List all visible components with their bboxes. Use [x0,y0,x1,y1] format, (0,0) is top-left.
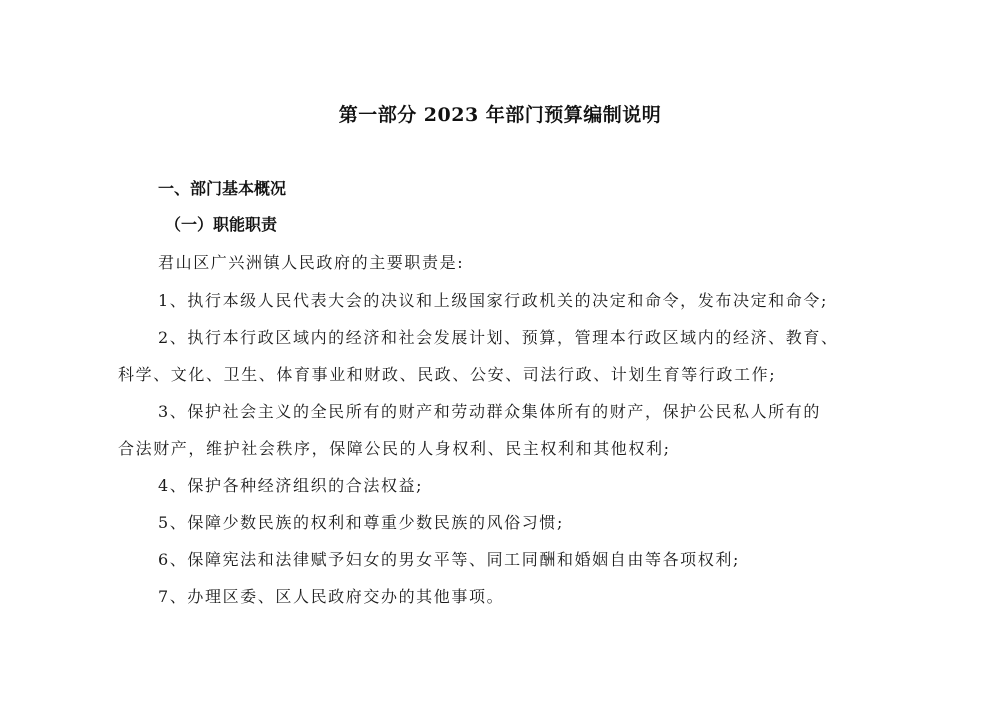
section-heading: 一、部门基本概况 [158,179,287,198]
duty-item-7: 7、办理区委、区人民政府交办的其他事项。 [158,587,505,606]
subsection-heading: （一）职能职责 [165,215,278,234]
duty-item-3: 3、保护社会主义的全民所有的财产和劳动群众集体所有的财产，保护公民私人所有的 [158,402,821,421]
intro-paragraph: 君山区广兴洲镇人民政府的主要职责是: [158,253,465,272]
duty-item-3-continued: 合法财产，维护社会秩序，保障公民的人身权利、民主权利和其他权利; [118,439,671,458]
page-title: 第一部分 2023 年部门预算编制说明 [338,104,662,126]
duty-item-5: 5、保障少数民族的权利和尊重少数民族的风俗习惯; [158,513,564,532]
duty-item-2-continued: 科学、文化、卫生、体育事业和财政、民政、公安、司法行政、计划生育等行政工作; [118,365,777,384]
duty-item-2: 2、执行本行政区域内的经济和社会发展计划、预算，管理本行政区域内的经济、教育、 [158,328,839,347]
duty-item-1: 1、执行本级人民代表大会的决议和上级国家行政机关的决定和命令，发布决定和命令; [158,291,828,310]
duty-item-6: 6、保障宪法和法律赋予妇女的男女平等、同工同酬和婚姻自由等各项权利; [158,550,740,569]
duty-item-4: 4、保护各种经济组织的合法权益; [158,476,424,495]
